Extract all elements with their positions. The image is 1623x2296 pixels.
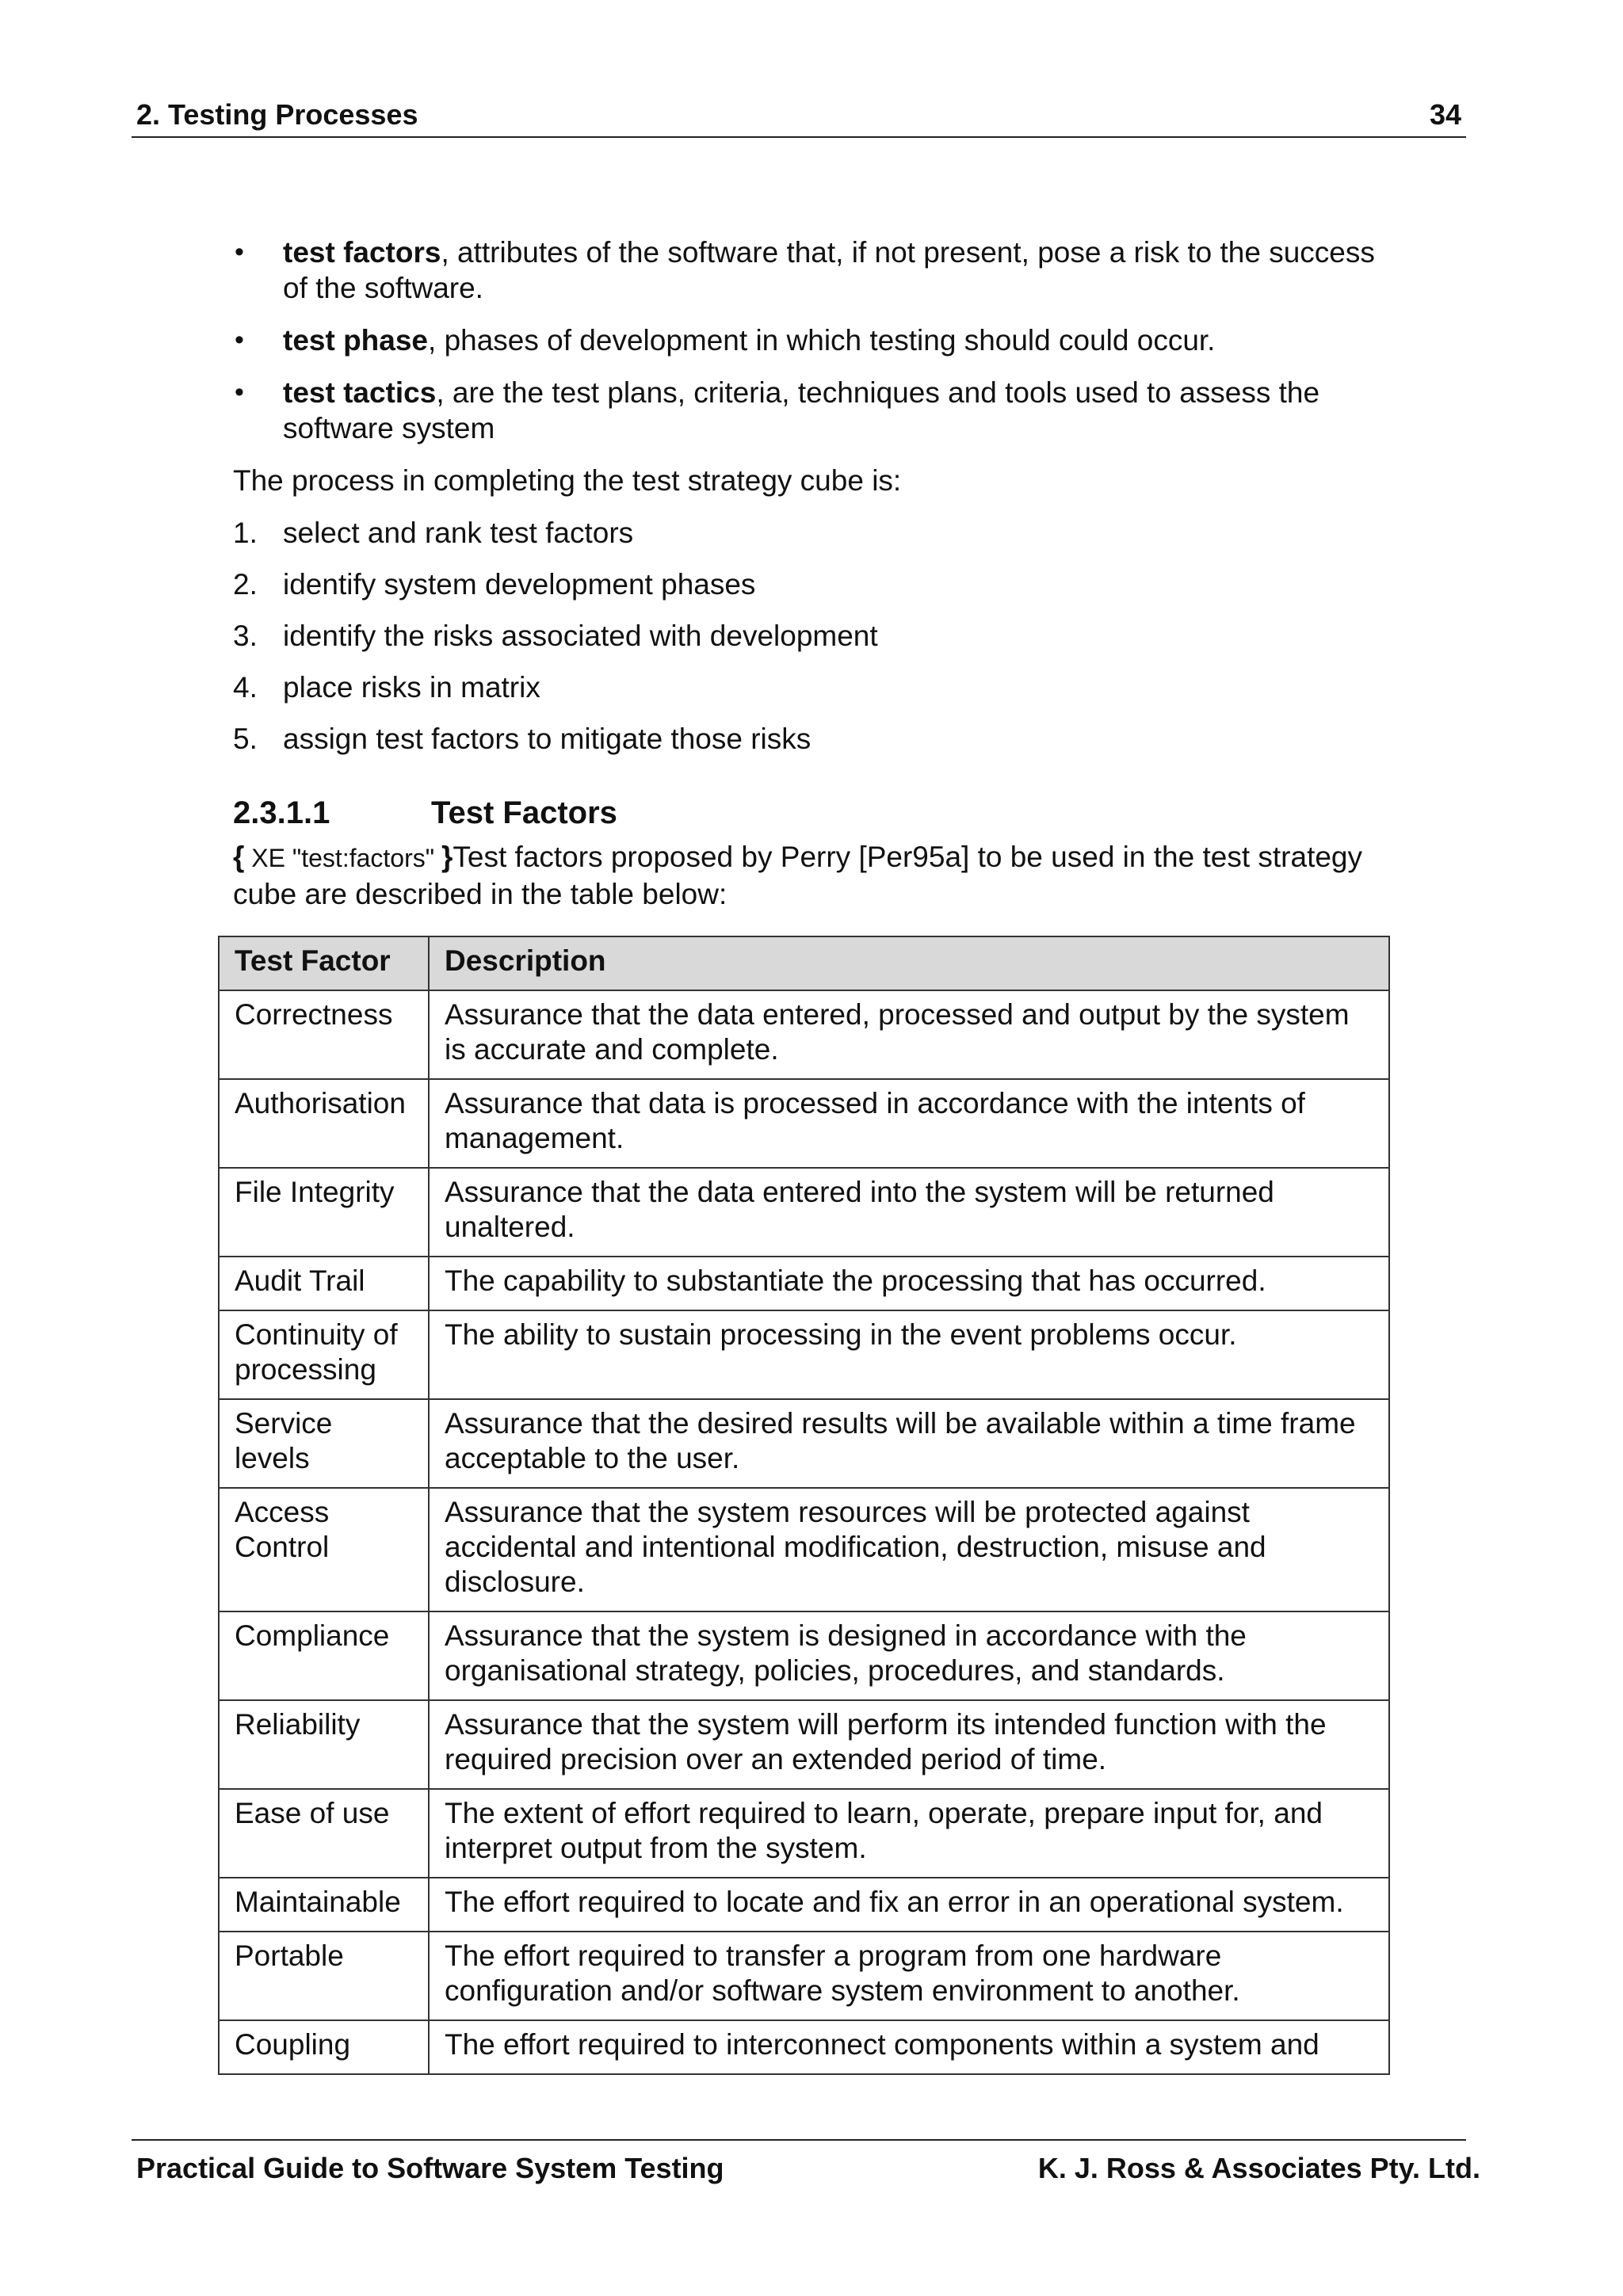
table-row	[219, 1611, 1389, 1700]
step-text: select and rank test factors	[283, 517, 634, 549]
list-item	[233, 669, 1390, 705]
section-paragraph	[233, 839, 1390, 912]
table-row	[219, 1399, 1389, 1488]
table-row	[219, 1310, 1389, 1399]
description-cell: The effort required to transfer a program from one hardware configuration and/or software system environment to another.	[429, 1932, 1389, 2020]
test-cube-dimensions-list	[233, 235, 1390, 446]
bullet-icon: •	[235, 237, 244, 267]
section-title: Test Factors	[431, 795, 617, 830]
xe-field-close: }	[441, 841, 453, 873]
factor-cell: Service levels	[219, 1399, 429, 1488]
publisher-name: K. J. Ross & Associates Pty. Ltd.	[1037, 2152, 1480, 2184]
bullet-text: , attributes of the software that, if not present, pose a risk to the success of the software.	[283, 236, 1375, 304]
factor-cell: Audit Trail	[219, 1257, 429, 1310]
step-text: place risks in matrix	[283, 671, 540, 704]
section-heading	[233, 793, 1390, 833]
description-cell: The extent of effort required to learn, operate, prepare input for, and interpret output from the system.	[429, 1789, 1389, 1878]
description-cell: The effort required to locate and fix an error in an operational system.	[429, 1878, 1389, 1932]
step-number: 4.	[233, 671, 258, 704]
list-item	[233, 566, 1390, 602]
bullet-term: test tactics	[283, 376, 437, 409]
section-paragraph-text: Test factors proposed by Perry [Per95a] to be used in the test strategy cube are described in the table below:	[233, 841, 1363, 910]
chapter-title: 2. Testing Processes	[136, 98, 418, 131]
table-row	[219, 1079, 1389, 1168]
table-row	[219, 1488, 1389, 1611]
book-title: Practical Guide to Software System Testing	[136, 2152, 724, 2184]
list-item	[233, 375, 1390, 446]
factor-cell: Portable	[219, 1932, 429, 2020]
step-number: 3.	[233, 620, 258, 652]
factor-cell: Maintainable	[219, 1878, 429, 1932]
process-steps-list	[233, 515, 1390, 757]
bullet-text: , are the test plans, criteria, techniques and tools used to assess the software system	[283, 376, 1320, 444]
test-factors-table	[218, 936, 1390, 2075]
section-number: 2.3.1.1	[233, 795, 330, 830]
description-cell: Assurance that the desired results will be available within a time frame acceptable to the user.	[429, 1399, 1389, 1488]
list-item	[233, 618, 1390, 654]
process-intro: The process in completing the test strategy cube is:	[233, 464, 902, 497]
page-number: 34	[1429, 98, 1461, 131]
factor-cell: Coupling	[219, 2020, 429, 2074]
bullet-icon: •	[235, 377, 244, 407]
description-cell: Assurance that the system resources will be protected against accidental and intentional modification, destruction, misuse and disclosure.	[429, 1488, 1389, 1611]
table-row	[219, 1932, 1389, 2020]
factor-cell: File Integrity	[219, 1168, 429, 1257]
description-cell: The ability to sustain processing in the event problems occur.	[429, 1310, 1389, 1399]
bullet-text: , phases of development in which testing should could occur.	[428, 324, 1216, 357]
step-number: 1.	[233, 517, 258, 549]
table-row	[219, 1700, 1389, 1789]
column-header-description: Description	[429, 936, 1389, 990]
bullet-icon: •	[235, 325, 244, 355]
description-cell: Assurance that the system is designed in accordance with the organisational strategy, policies, procedures, and standards.	[429, 1611, 1389, 1700]
factor-cell: Ease of use	[219, 1789, 429, 1878]
table-header-row	[219, 936, 1389, 990]
bullet-term: test phase	[283, 324, 429, 357]
table-row	[219, 1257, 1389, 1310]
table-row	[219, 2020, 1389, 2074]
bullet-term: test factors	[283, 236, 441, 269]
step-number: 2.	[233, 568, 258, 601]
xe-field-open: {	[233, 841, 245, 873]
description-cell: Assurance that the system will perform its intended function with the required precision over an extended period of time.	[429, 1700, 1389, 1789]
step-text: identify the risks associated with development	[283, 620, 878, 652]
step-number: 5.	[233, 723, 258, 755]
step-text: identify system development phases	[283, 568, 756, 601]
page-header	[132, 93, 1466, 138]
description-cell: The capability to substantiate the processing that has occurred.	[429, 1257, 1389, 1310]
factor-cell: Reliability	[219, 1700, 429, 1789]
factor-cell: Continuity of processing	[219, 1310, 429, 1399]
factor-cell: Compliance	[219, 1611, 429, 1700]
main-content	[233, 235, 1390, 912]
list-item	[233, 322, 1390, 358]
list-item	[233, 235, 1390, 306]
factor-cell: Access Control	[219, 1488, 429, 1611]
description-cell: The effort required to interconnect components within a system and	[429, 2020, 1389, 2074]
table-row	[219, 1878, 1389, 1932]
column-header-test-factor: Test Factor	[219, 936, 429, 990]
xe-field-code: XE "test:factors"	[244, 844, 441, 872]
page-footer	[132, 2139, 1480, 2184]
description-cell: Assurance that the data entered into the system will be returned unaltered.	[429, 1168, 1389, 1257]
table-row	[219, 1789, 1389, 1878]
table-row	[219, 990, 1389, 1079]
list-item	[233, 515, 1390, 551]
table-row	[219, 1168, 1389, 1257]
description-cell: Assurance that the data entered, processed and output by the system is accurate and complete.	[429, 990, 1389, 1079]
factor-cell: Authorisation	[219, 1079, 429, 1168]
description-cell: Assurance that data is processed in accordance with the intents of management.	[429, 1079, 1389, 1168]
list-item	[233, 721, 1390, 757]
factor-cell: Correctness	[219, 990, 429, 1079]
step-text: assign test factors to mitigate those risks	[283, 723, 812, 755]
